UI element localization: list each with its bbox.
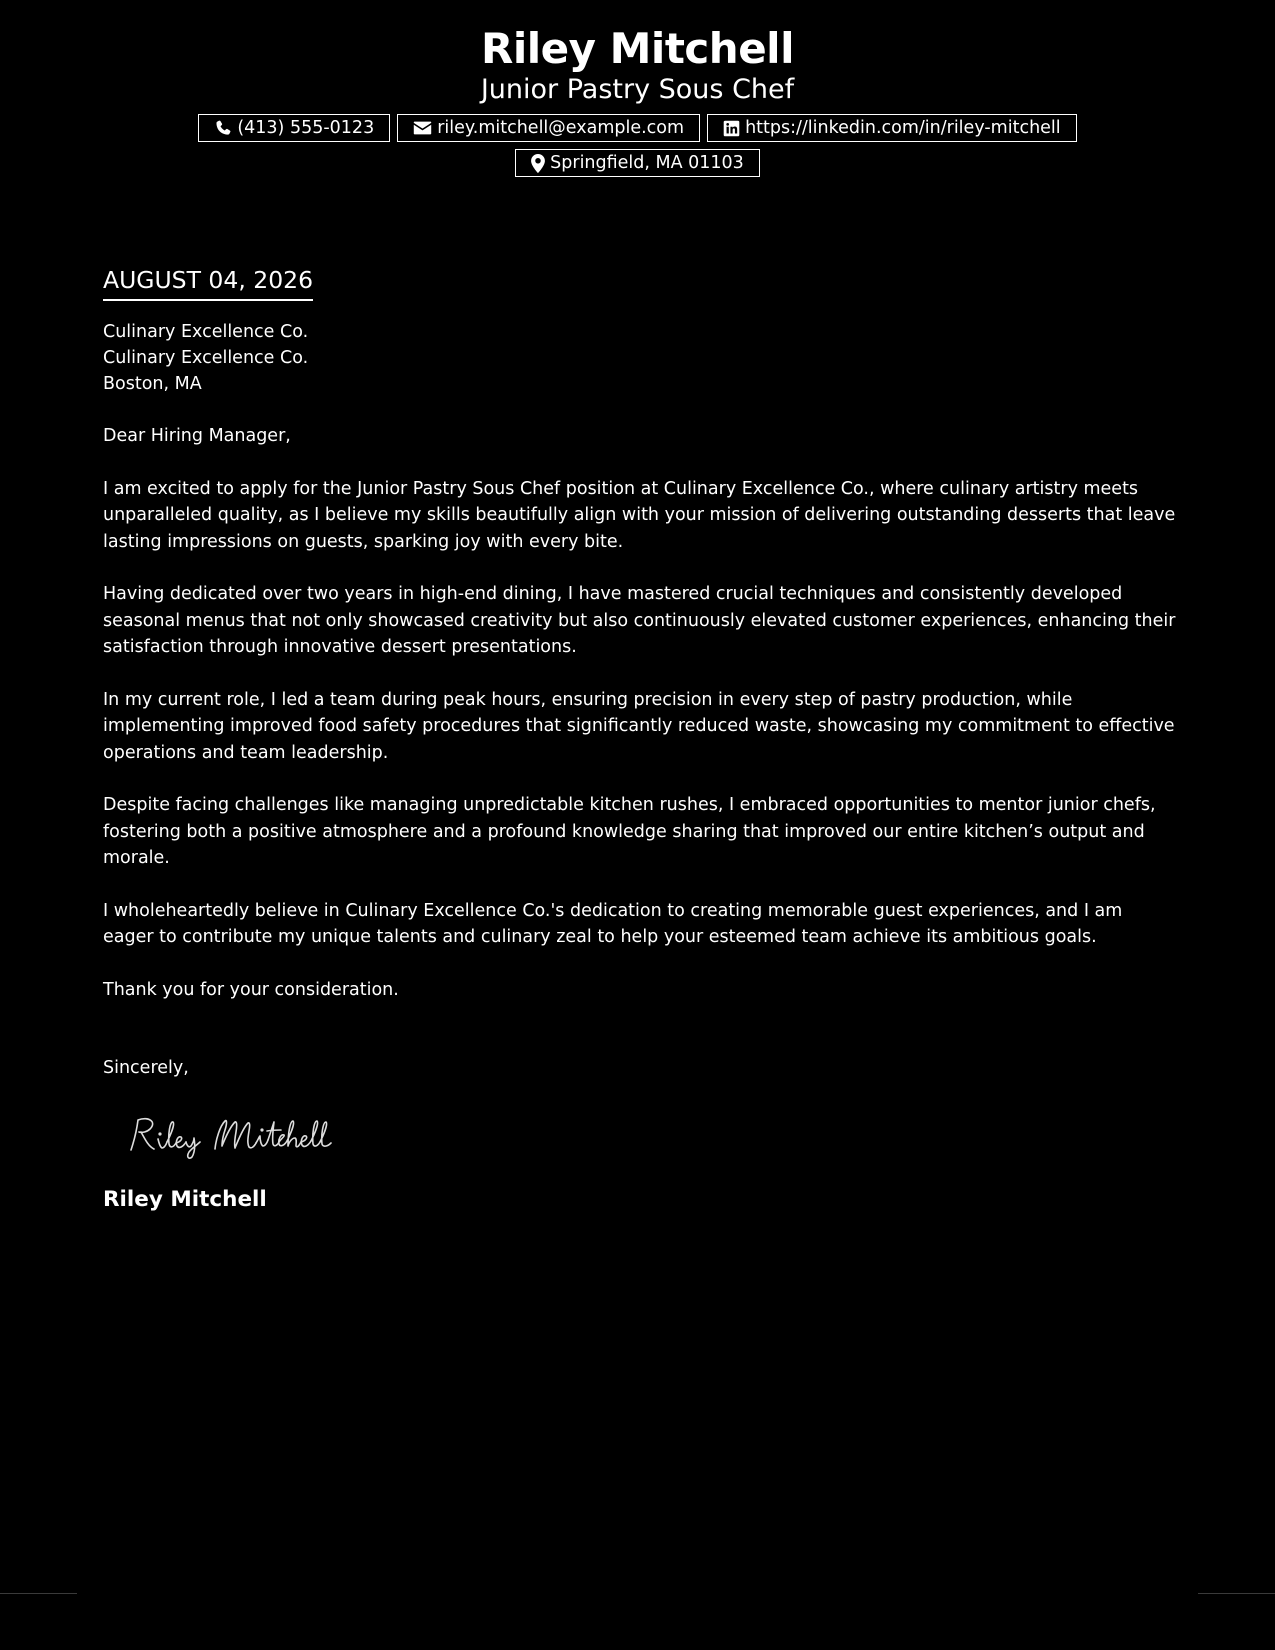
contact-linkedin[interactable] (707, 114, 1077, 142)
recipient-line: Culinary Excellence Co. (103, 322, 309, 342)
closing: Sincerely, (103, 1058, 189, 1078)
contact-location[interactable] (515, 149, 760, 177)
contact-row (0, 114, 1275, 142)
recipient-block (103, 319, 1178, 397)
linkedin-text: https://linkedin.com/in/riley-mitchell (745, 118, 1061, 138)
letter-date: AUGUST 04, 2026 (103, 262, 313, 301)
phone-text: (413) 555-0123 (237, 118, 375, 138)
letter-paragraph: Despite facing challenges like managing unpredictable kitchen rushes, I embraced opportunities to mentor junior chefs, fostering both a positive atmosphere and a profound knowledge sharing that improved our entire kitchen’s output and morale. (103, 795, 1156, 868)
letter-paragraph: I wholeheartedly believe in Culinary Excellence Co.'s dedication to creating memorable guest experiences, and I am eager to contribute my unique talents and culinary zeal to help your esteemed team achieve its ambitious goals. (103, 900, 1123, 947)
letter-paragraph: Having dedicated over two years in high-end dining, I have mastered crucial techniques and consistently developed seasonal menus that not only showcased creativity but also continuously elevated customer experiences, enhancing their satisfaction through innovative dessert presentations. (103, 584, 1176, 657)
email-text: riley.mitchell@example.com (437, 118, 685, 138)
footer-divider-left (0, 1593, 77, 1594)
salutation: Dear Hiring Manager, (103, 426, 291, 446)
letter-body (103, 262, 1178, 1214)
handwritten-signature (123, 1112, 1178, 1160)
recipient-line: Boston, MA (103, 374, 202, 394)
letter-header (0, 22, 1275, 177)
envelope-icon (413, 120, 432, 136)
contact-email[interactable] (397, 114, 700, 142)
footer-divider-right (1198, 1593, 1275, 1594)
recipient-line: Culinary Excellence Co. (103, 348, 309, 368)
applicant-name: Riley Mitchell (481, 24, 794, 73)
letter-paragraph: Thank you for your consideration. (103, 979, 399, 1000)
contact-row-location (0, 149, 1275, 177)
phone-icon (214, 119, 232, 137)
signed-name: Riley Mitchell (103, 1186, 267, 1212)
letter-paragraph: In my current role, I led a team during peak hours, ensuring precision in every step of pastry production, while implementing improved food safety procedures that significantly reduced waste, showcasing my commitment to effective operations and team leadership. (103, 689, 1175, 763)
location-text: Springfield, MA 01103 (550, 153, 744, 173)
contact-phone[interactable] (198, 114, 390, 142)
linkedin-icon (723, 120, 740, 137)
map-pin-icon (531, 154, 545, 173)
letter-paragraph: I am excited to apply for the Junior Pastry Sous Chef position at Culinary Excellence Co., where culinary artistry meets unparalleled quality, as I believe my skills beautifully align with your mission of delivering outstanding desserts that leave lasting impressions on guests, sparking joy with every bite. (103, 478, 1176, 552)
applicant-title: Junior Pastry Sous Chef (480, 74, 795, 105)
